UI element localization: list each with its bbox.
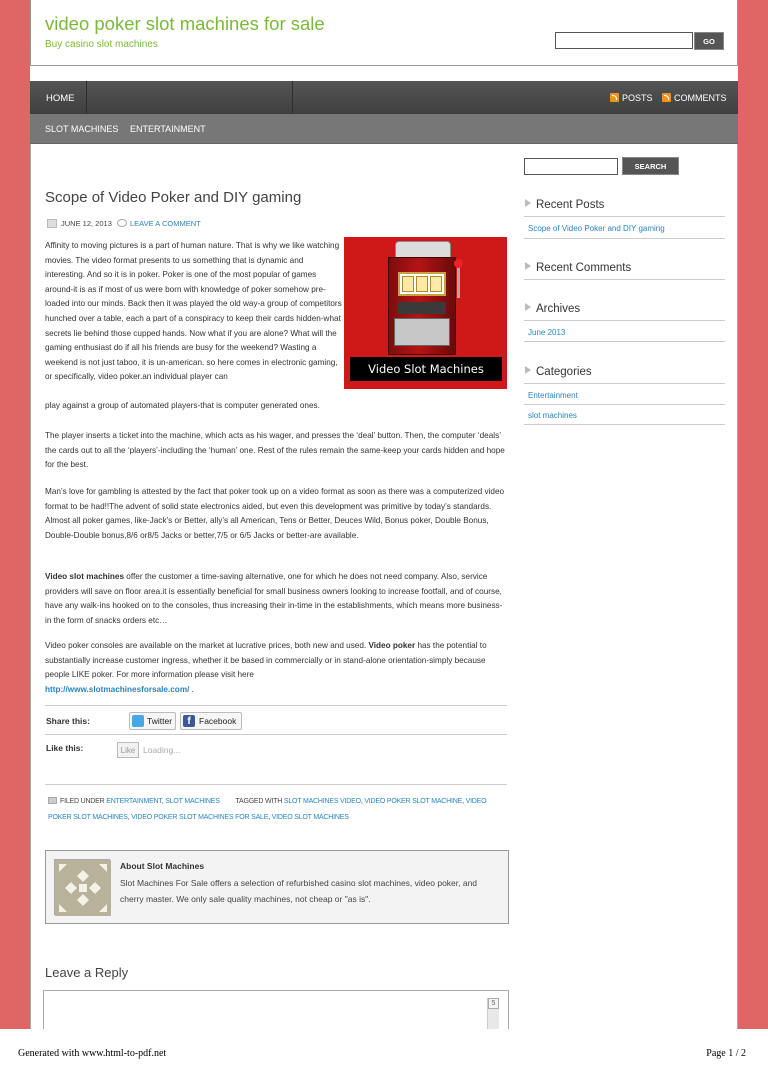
slot-machine-tray [394,318,450,346]
twitter-label: Twitter [147,716,173,726]
paragraph-text: . [189,684,194,694]
slot-machine-lever [457,264,460,298]
category-link[interactable]: SLOT MACHINES [165,798,220,805]
leave-reply-heading: Leave a Reply [45,965,129,980]
twitter-share-button[interactable] [129,712,176,730]
widget-title-text: Archives [536,303,581,315]
paragraph-text: has the potential to substantially increase customer ingress, whether it be based in commercially or in stand-alone orientation-simply because people LIKE poker. For more information please visit here [45,641,487,680]
scroll-up-icon[interactable]: 5 [488,998,499,1009]
widget-title-text: Recent Posts [536,199,605,211]
post-date: JUNE 12, 2013 [61,219,112,228]
triangle-icon [525,303,531,311]
comment-bubble-icon [117,219,127,227]
triangle-icon [525,262,531,270]
footer-page-number: Page 1 / 2 [706,1048,746,1059]
sidebar-search-button[interactable]: SEARCH [622,157,679,175]
divider [524,383,725,384]
post-paragraph: Man’s love for gambling is attested by the fact that poker took up on a video format as soon as there was a computerized video format to be had!!The advent of solid state electronics aided, but even this development was primitive by today’s standards. Almost all poker games, like-Jack’s or Better, ally’s all American, Tens or Better, Deuces Wild, Bonus poker, Double Bonus, Double-Double bonus,8/6 or8/5 Jacks or better,7/5 or 6/5 Jacks or better-are available. [45,487,505,540]
folder-icon [48,797,57,804]
comments-feed-link[interactable] [662,81,727,116]
twitter-icon [132,715,144,727]
recent-post-link[interactable]: Scope of Video Poker and DIY gaming [528,224,665,233]
divider [524,238,725,239]
category-link[interactable]: Entertainment [528,391,578,400]
paragraph-text: offer the customer a time-saving alternative, one for which he does not need company. Also, service providers will save on floor area.it is essentially beneficial for small business owners looking to increase footfall, and of course, have any walk-ins hooked on to the consoles, thus increasing their in-time in the establishments, which means more business-in the form of snacks orders etc… [45,572,503,625]
site-header [30,0,738,66]
post-meta: FILED UNDER ENTERTAINMENT, SLOT MACHINES TAGGED WITH SLOT MACHINES VIDEO, VIDEO POKER SLOT MACHINE, VIDEO POKER SLOT MACHINES, VIDEO POKER SLOT MACHINES FOR SALE, VIDEO SLOT MACHINES [48,798,487,821]
leave-comment-link[interactable]: LEAVE A COMMENT [130,219,201,228]
widget-title-text: Recent Comments [536,262,632,274]
category-link[interactable]: slot machines [528,411,577,420]
divider [524,320,725,321]
tag-link[interactable]: VIDEO SLOT MACHINES [271,814,349,821]
tagged-with-label: TAGGED WITH [235,798,283,805]
avatar [54,859,110,915]
divider [524,404,725,405]
author-box [45,850,509,924]
sidebar-search-input[interactable] [524,158,618,175]
image-caption: Video Slot Machines [350,357,502,381]
facebook-label: Facebook [199,716,237,726]
secondary-nav [30,114,738,144]
post-paragraph: The player inserts a ticket into the machine, which acts as his wager, and presses the ‘deal’ button. Then, the computer ‘deals’ the cards out to all the ‘players’-including the ‘human’ one. Rest of the rules remain the same-keep your cards hidden and hope for the best. [45,431,505,470]
divider [524,216,725,217]
divider [524,341,725,342]
triangle-icon [525,199,531,207]
scrollbar[interactable] [487,998,499,1029]
bold-phrase: Video poker [368,641,416,650]
post-title[interactable]: Scope of Video Poker and DIY gaming [45,189,302,206]
footer-generator-text: Generated with www.html-to-pdf.net [18,1048,167,1059]
widget-title-recent-comments [525,262,631,274]
post-paragraph [45,570,507,628]
go-button[interactable]: GO [694,32,724,50]
slot-reel [402,276,414,292]
nav-entertainment[interactable]: ENTERTAINMENT [130,124,206,134]
left-red-margin [0,0,30,1029]
divider [45,734,507,735]
author-name: About Slot Machines [120,861,205,871]
like-button[interactable]: Like [117,742,139,758]
comments-feed-label: COMMENTS [674,93,727,103]
rss-icon [662,93,671,102]
slot-reel [430,276,442,292]
site-tagline: Buy casino slot machines [45,39,158,50]
calendar-icon [47,219,57,228]
avatar-pattern-icon [55,860,111,916]
archive-link[interactable]: June 2013 [528,328,566,337]
tag-link[interactable]: VIDEO POKER SLOT MACHINES FOR SALE [131,814,269,821]
tag-link[interactable]: VIDEO POKER SLOT MACHINES [48,798,487,821]
category-link[interactable]: ENTERTAINMENT [106,798,162,805]
divider [524,279,725,280]
right-red-margin [738,0,768,1029]
divider [524,424,725,425]
posts-feed-label: POSTS [622,93,653,103]
nav-divider [292,81,293,114]
facebook-icon: f [183,715,195,727]
nav-home[interactable]: HOME [30,81,87,114]
nav-slot-machines[interactable]: SLOT MACHINES [45,124,119,134]
slot-machine-knob [454,259,463,268]
widget-title-categories [525,366,592,378]
site-title[interactable]: video poker slot machines for sale [45,13,325,34]
tag-link[interactable]: VIDEO POKER SLOT MACHINE [364,798,463,805]
loading-text: Loading... [143,745,181,755]
slot-machine-panel [398,302,446,314]
facebook-share-button[interactable] [180,712,242,730]
reply-textarea[interactable] [43,990,509,1029]
widget-title-archives [525,303,580,315]
filed-under-label: FILED UNDER [60,798,105,805]
share-label: Share this: [46,716,90,726]
rss-icon [610,93,619,102]
posts-feed-link[interactable] [610,81,653,116]
divider [45,784,507,785]
paragraph-text: Video poker consoles are available on the market at lucrative prices, both new and used. [45,641,369,650]
tag-link[interactable]: SLOT MACHINES VIDEO [283,798,361,805]
bold-phrase: Video slot machines [45,572,125,581]
external-link[interactable]: http://www.slotmachinesforsale.com/ [45,684,190,694]
triangle-icon [525,366,531,374]
post-paragraph [45,639,507,697]
widget-title-text: Categories [536,366,592,378]
slot-reel [416,276,428,292]
widget-title-recent-posts [525,199,604,211]
post-paragraph: Affinity to moving pictures is a part of human nature. That is why we like watching movies. The video format presents to us something that is dynamic and interesting. And so it is in poker. Poker is one of the most popular of games around-it is as if most of us were born with knowledge of poker somehow pre-loaded into our minds. Back then it was played the old way-a group of competitors hunched over a table, each a part of a conspiracy to keep their cards hidden-what secrets lie behind those cupped hands. Now what if you are alone? What will the gaming enthusiast do if all his friends are busy for the weekend? Wasting a weekend is not just taboo, it is un-american. so here comes in electronic gaming, or specifically, video poker.an individual player can [45,241,342,382]
header-search-input[interactable] [555,32,693,49]
author-bio: Slot Machines For Sale offers a selection of refurbished casino slot machines, video poker, and cherry master. We only sale quality machines, not cheap or "as is". [120,878,478,904]
post-paragraph: play against a group of automated players-that is computer generated ones. [45,401,320,410]
primary-nav [30,81,738,114]
like-label: Like this: [46,743,84,753]
divider [45,705,507,706]
